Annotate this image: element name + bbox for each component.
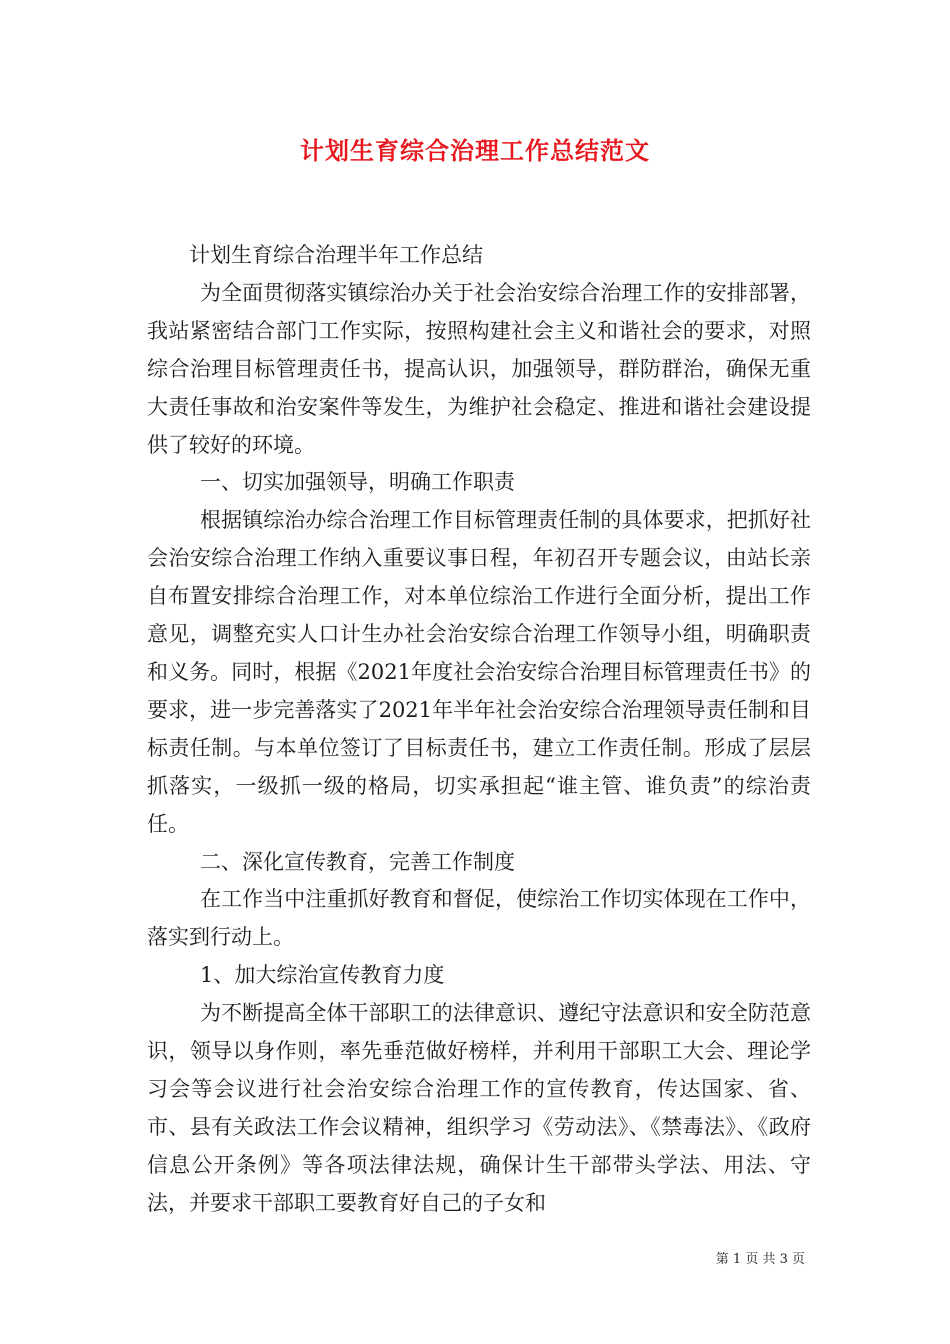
document-title: 计划生育综合治理工作总结范文	[300, 136, 650, 165]
paragraph: 根据镇综治办综合治理工作目标管理责任制的具体要求，把抓好社会治安综合治理工作纳入重要议事日程，年初召开专题会议，由站长亲自布置安排综合治理工作，对本单位综治工作进行全面分析，提出工作意见，调整充实人口计生办社会治安综合治理工作领导小组，明确职责和义务。同时，根据《2021年度社会治安综合治理目标管理责任书》的要求，进一步完善落实了2021年半年社会治安综合治理领导责任制和目标责任制。与本单位签订了目标责任书，建立工作责任制。形成了层层抓落实，一级抓一级的格局，切实承担起“谁主管、谁负责”的综治责任。	[147, 508, 811, 836]
paragraph: 为不断提高全体干部职工的法律意识、遵纪守法意识和安全防范意识，领导以身作则，率先垂范做好榜样，并利用干部职工大会、理论学习会等会议进行社会治安综合治理工作的宣传教育，传达国家、省、市、县有关政法工作会议精神，组织学习《劳动法》、《禁毒法》、《政府信息公开条例》等各项法律法规，确保计生干部带头学法、用法、守法，并要求干部职工要教育好自己的子女和	[147, 1001, 811, 1215]
paragraph: 在工作当中注重抓好教育和督促，使综治工作切实体现在工作中，落实到行动上。	[147, 887, 811, 950]
section-heading: 二、深化宣传教育，完善工作制度	[200, 849, 515, 874]
subsection-heading: 1、加大综治宣传教育力度	[200, 963, 445, 988]
document-subtitle: 计划生育综合治理半年工作总结	[189, 243, 483, 267]
page-number: 第 1 页 共 3 页	[715, 1252, 805, 1267]
paragraph: 为全面贯彻落实镇综治办关于社会治安综合治理工作的安排部署，我站紧密结合部门工作实际，按照构建社会主义和谐社会的要求，对照综合治理目标管理责任书，提高认识，加强领导，群防群治，确保无重大责任事故和治安案件等发生，为维护社会稳定、推进和谐社会建设提供了较好的环境。	[147, 280, 811, 457]
section-heading: 一、切实加强领导，明确工作职责	[200, 470, 515, 495]
document-body	[147, 237, 811, 1223]
